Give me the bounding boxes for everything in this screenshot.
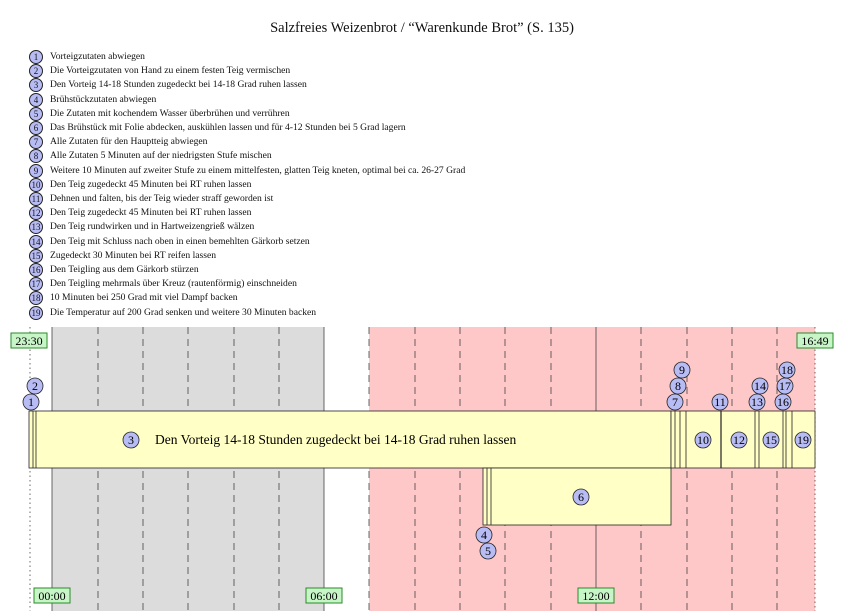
- time-label-end: [797, 333, 833, 348]
- step-text: Alle Zutaten 5 Minuten auf der niedrigsten Stufe mischen: [50, 150, 272, 162]
- step-text: Den Teig zugedeckt 45 Minuten bei RT ruhen lassen: [50, 207, 252, 219]
- step-text: Weitere 10 Minuten auf zweiter Stufe zu einem mittelfesten, glatten Teig kneten, optimal bei ca. 26-27 Grad: [50, 164, 466, 176]
- marker-step-12: [731, 432, 747, 448]
- step-text: Zugedeckt 30 Minuten bei RT reifen lassen: [50, 249, 217, 261]
- step-text: Den Vorteig 14-18 Stunden zugedeckt bei 14-18 Grad ruhen lassen: [50, 79, 307, 91]
- marker-number: 8: [675, 379, 681, 393]
- step-number-badge: 1: [29, 50, 43, 64]
- time-label-text: 12:00: [582, 589, 610, 603]
- step-number-badge: 17: [29, 277, 43, 291]
- step-text: Die Temperatur auf 200 Grad senken und weitere 30 Minuten backen: [50, 306, 317, 318]
- marker-number: 17: [779, 379, 791, 393]
- time-label-text: 06:00: [310, 589, 338, 603]
- step-text: 10 Minuten bei 250 Grad mit viel Dampf backen: [50, 292, 238, 304]
- step-text: Das Brühstück mit Folie abdecken, auskühlen lassen und für 4-12 Stunden bei 5 Grad lagern: [50, 122, 406, 133]
- step-number-badge: 4: [29, 93, 43, 107]
- time-label-tick: [34, 588, 70, 603]
- step-text: Die Zutaten mit kochendem Wasser überbrühen und verrühren: [50, 107, 290, 119]
- marker-number: 18: [781, 363, 793, 377]
- block-step-3-label: Den Vorteig 14-18 Stunden zugedeckt bei 14-18 Grad ruhen lassen: [155, 432, 517, 447]
- time-label-text: 16:49: [801, 334, 829, 348]
- marker-step-16: [775, 394, 791, 410]
- time-label-text: 23:30: [15, 334, 43, 348]
- marker-number: 1: [28, 395, 34, 409]
- step-number-badge: 6: [29, 121, 43, 135]
- marker-step-1: [23, 394, 39, 410]
- step-number-badge: 18: [29, 291, 43, 305]
- time-label-tick: [306, 588, 342, 603]
- marker-step-14: [752, 378, 768, 394]
- marker-number: 9: [679, 363, 685, 377]
- marker-number: 4: [481, 528, 487, 542]
- step-number-badge: 3: [29, 78, 43, 92]
- marker-number: 19: [797, 433, 809, 447]
- marker-number: 13: [751, 395, 763, 409]
- marker-step-10: [695, 432, 711, 448]
- step-number-badge: 15: [29, 249, 43, 263]
- marker-number: 16: [777, 395, 789, 409]
- marker-number: 10: [697, 433, 709, 447]
- marker-number: 14: [754, 379, 766, 393]
- diagram-title: Salzfreies Weizenbrot / “Warenkunde Brot” (S. 135): [270, 20, 574, 36]
- marker-number: 5: [485, 544, 491, 558]
- step-text: Dehnen und falten, bis der Teig wieder straff geworden ist: [50, 193, 274, 204]
- step-number-badge: 7: [29, 135, 43, 149]
- step-text: Den Teig rundwirken und in Hartweizengrieß wälzen: [50, 221, 255, 233]
- marker-number: 2: [32, 379, 38, 393]
- marker-step-6: [573, 489, 589, 505]
- marker-step-7: [667, 394, 683, 410]
- marker-step-4: [476, 527, 492, 543]
- step-number-badge: 13: [29, 220, 43, 234]
- marker-step-17: [777, 378, 793, 394]
- marker-step-13: [749, 394, 765, 410]
- marker-step-5: [480, 543, 496, 559]
- step-number-badge: 12: [29, 206, 43, 220]
- step-number-badge: 14: [29, 235, 43, 249]
- marker-step-19: [795, 432, 811, 448]
- time-label-tick: [578, 588, 614, 603]
- step-text: Den Teig mit Schluss nach oben in einen bemehlten Gärkorb setzen: [50, 235, 310, 247]
- step-number-badge: 2: [29, 64, 43, 78]
- marker-number: 15: [765, 433, 777, 447]
- marker-step-3: [123, 432, 139, 448]
- time-label-text: 00:00: [38, 589, 66, 603]
- marker-number: 7: [672, 395, 678, 409]
- marker-step-18: [779, 362, 795, 378]
- step-number-badge: 16: [29, 263, 43, 277]
- step-number-badge: 19: [29, 306, 43, 320]
- marker-step-2: [27, 378, 43, 394]
- step-number-badge: 9: [29, 164, 43, 178]
- marker-step-11: [712, 394, 728, 410]
- marker-number: 6: [578, 490, 584, 504]
- marker-step-8: [670, 378, 686, 394]
- step-text: Brühstückzutaten abwiegen: [50, 93, 157, 105]
- step-text: Die Vorteigzutaten von Hand zu einem festen Teig vermischen: [50, 65, 291, 77]
- step-number-badge: 10: [29, 178, 43, 192]
- time-label-start: [11, 333, 47, 348]
- step-number-badge: 8: [29, 149, 43, 163]
- marker-step-9: [674, 362, 690, 378]
- step-text: Den Teigling aus dem Gärkorb stürzen: [50, 264, 199, 275]
- marker-number: 3: [128, 433, 134, 447]
- step-text: Alle Zutaten für den Hauptteig abwiegen: [50, 136, 208, 148]
- step-number-badge: 11: [29, 192, 43, 206]
- step-text: Den Teigling mehrmals über Kreuz (rautenförmig) einschneiden: [50, 278, 297, 290]
- step-text: Vorteigzutaten abwiegen: [50, 51, 145, 62]
- marker-number: 11: [714, 395, 726, 409]
- step-number-badge: 5: [29, 107, 43, 121]
- step-text: Den Teig zugedeckt 45 Minuten bei RT ruhen lassen: [50, 178, 252, 190]
- marker-number: 12: [733, 433, 745, 447]
- marker-step-15: [763, 432, 779, 448]
